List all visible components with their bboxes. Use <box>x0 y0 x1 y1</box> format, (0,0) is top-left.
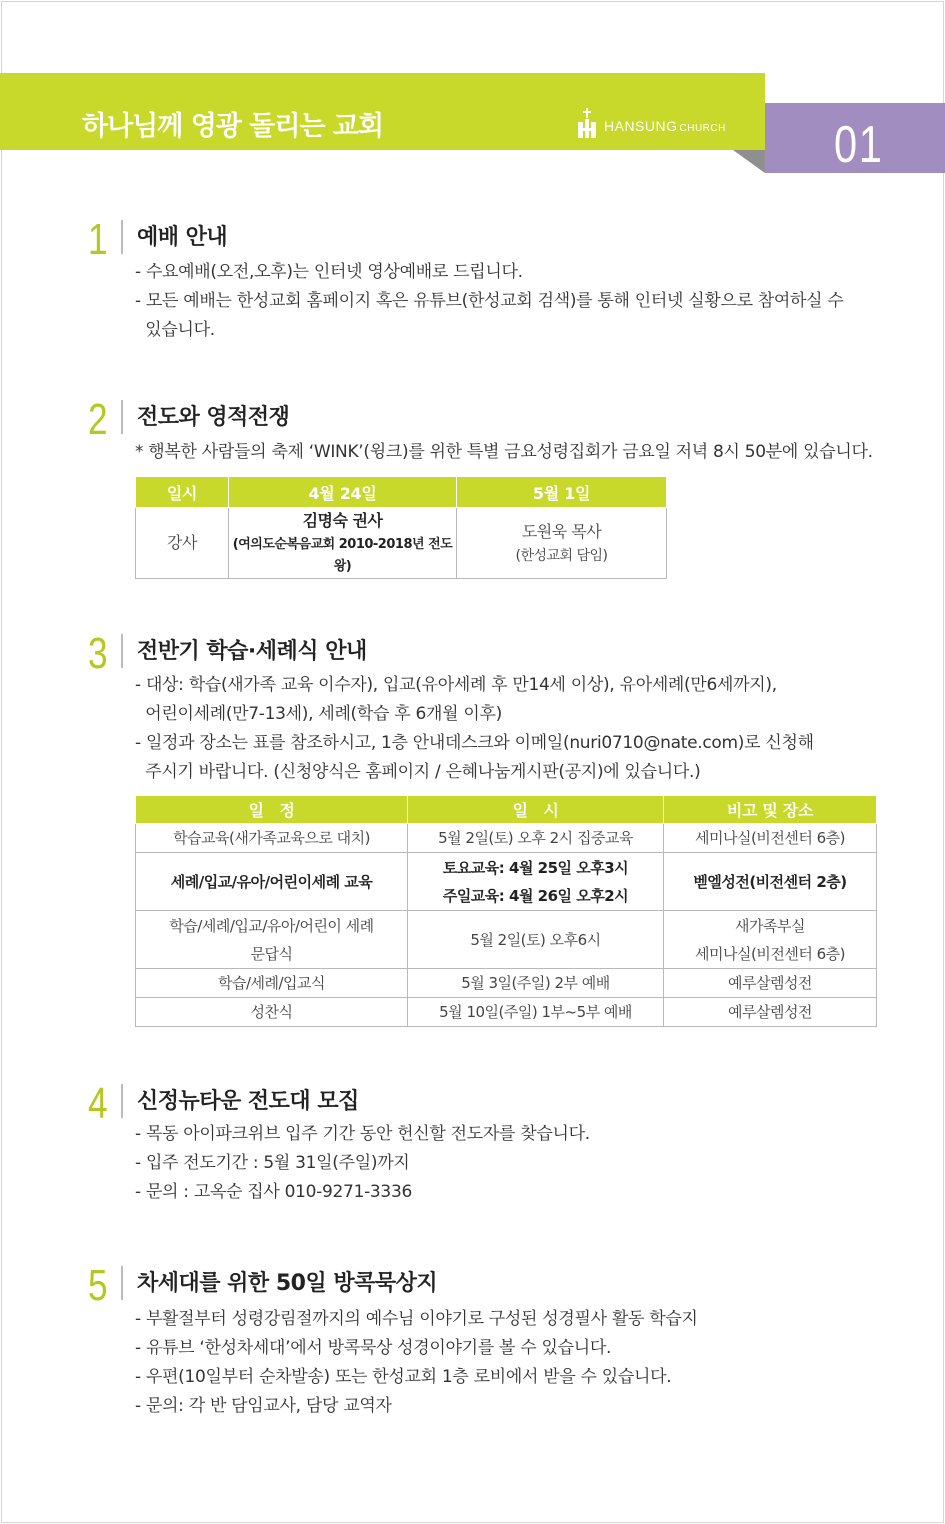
row-label: 강사 <box>136 508 229 579</box>
table-header: 일시 <box>136 477 229 508</box>
section-title: 전반기 학습·세례식 안내 <box>137 639 367 664</box>
speaker-name: 도원욱 목사 <box>521 522 602 541</box>
section-divider <box>121 1084 123 1118</box>
time-text: 주일교육: 4월 26일 오후2시 <box>442 886 629 905</box>
table-row <box>136 969 877 998</box>
table-header: 5월 1일 <box>457 477 667 508</box>
section-number: 4 <box>88 1079 108 1128</box>
event-cell: 학습/세례/입교식 <box>136 969 408 998</box>
speaker-name: 김명숙 권사 <box>302 511 383 530</box>
section-number: 3 <box>88 629 108 678</box>
event-cell: 성찬식 <box>136 998 408 1027</box>
section-title: 신정뉴타운 전도대 모집 <box>137 1089 359 1114</box>
section-divider <box>121 400 123 434</box>
section-line: - 목동 아이파크위브 입주 기간 동안 헌신할 전도자를 찾습니다. <box>135 1124 590 1144</box>
logo-sub: CHURCH <box>679 123 726 134</box>
time-cell: 5월 10일(주일) 1부~5부 예배 <box>408 998 664 1027</box>
section-number: 1 <box>88 215 108 264</box>
event-cell: 학습교육(새가족교육으로 대치) <box>136 824 408 853</box>
section-line: * 행복한 사람들의 축제 ‘WINK’(윙크)를 위한 특별 금요성령집회가 금요일 저녁 8시 50분에 있습니다. <box>135 442 873 462</box>
event-text: 학습/세례/입교/유아/어린이 세례 <box>169 916 374 935</box>
section-number: 5 <box>88 1261 108 1310</box>
church-logo <box>576 108 726 138</box>
logo-text <box>604 117 726 138</box>
time-cell: 5월 2일(토) 오후 2시 집중교육 <box>408 824 664 853</box>
schedule-table <box>135 795 877 1027</box>
place-text: 세미나실(비전센터 6층) <box>695 944 845 963</box>
event-text: 세례/입교/유아/어린이세례 교육 <box>170 872 373 891</box>
table-row <box>136 853 877 911</box>
speaker-detail: (여의도순복음교회 2010-2018년 전도왕) <box>232 537 453 574</box>
section-line: 주시기 바랍니다. (신청양식은 홈페이지 / 은혜나눔게시판(공지)에 있습니다.) <box>135 762 701 782</box>
section-line: - 입주 전도기간 : 5월 31일(주일)까지 <box>135 1153 410 1173</box>
section-line: - 수요예배(오전,오후)는 인터넷 영상예배로 드립니다. <box>135 262 523 282</box>
table-row <box>136 824 877 853</box>
logo-name: HANSUNG <box>604 118 678 134</box>
section-title: 예배 안내 <box>137 225 228 250</box>
place-cell <box>664 911 877 969</box>
section-number: 2 <box>88 395 108 444</box>
time-text: 토요교육: 4월 25일 오후3시 <box>442 858 629 877</box>
place-cell: 예루살렘성전 <box>664 969 877 998</box>
section-line: - 유튜브 ‘한성차세대’에서 방콕묵상 성경이야기를 볼 수 있습니다. <box>135 1338 612 1358</box>
time-cell: 5월 3일(주일) 2부 예배 <box>408 969 664 998</box>
time-cell <box>408 853 664 911</box>
event-cell <box>136 911 408 969</box>
section-line: 어린이세례(만7-13세), 세례(학습 후 6개월 이후) <box>135 704 502 724</box>
section-line: - 우편(10일부터 순차발송) 또는 한성교회 1층 로비에서 받을 수 있습니다. <box>135 1367 672 1387</box>
table-row <box>136 998 877 1027</box>
page-title: 하나님께 영광 돌리는 교회 <box>82 111 384 142</box>
section-line: - 일정과 장소는 표를 참조하시고, 1층 안내데스크와 이메일(nuri0710@nate.com)로 신청해 <box>135 733 814 753</box>
speaker-detail: (한성교회 담임) <box>515 548 608 564</box>
table-header: 일 정 <box>136 796 408 824</box>
section-divider <box>121 634 123 668</box>
place-cell: 세미나실(비전센터 6층) <box>664 824 877 853</box>
place-text: 새가족부실 <box>735 916 805 935</box>
section-line: - 부활절부터 성령강림절까지의 예수님 이야기로 구성된 성경필사 활동 학습지 <box>135 1309 698 1329</box>
table-header: 4월 24일 <box>229 477 457 508</box>
speaker-table <box>135 476 667 579</box>
table-header: 비고 및 장소 <box>664 796 877 824</box>
table-header: 일 시 <box>408 796 664 824</box>
church-logo-icon <box>576 108 598 138</box>
section-divider <box>121 220 123 254</box>
section-line: 있습니다. <box>135 320 215 340</box>
section-title: 차세대를 위한 50일 방콕묵상지 <box>137 1271 438 1296</box>
event-cell <box>136 853 408 911</box>
time-cell: 5월 2일(토) 오후6시 <box>408 911 664 969</box>
section-title: 전도와 영적전쟁 <box>137 405 290 430</box>
section-line: - 모든 예배는 한성교회 홈페이지 혹은 유튜브(한성교회 검색)를 통해 인터넷 실황으로 참여하실 수 <box>135 291 844 311</box>
speaker-cell <box>229 508 457 579</box>
place-cell <box>664 853 877 911</box>
section-line: - 대상: 학습(새가족 교육 이수자), 입교(유아세례 후 만14세 이상), 유아세례(만6세까지), <box>135 675 777 695</box>
place-cell: 예루살렘성전 <box>664 998 877 1027</box>
section-line: - 문의 : 고옥순 집사 010-9271-3336 <box>135 1182 412 1202</box>
speaker-cell <box>457 508 667 579</box>
table-row <box>136 911 877 969</box>
place-text: 벧엘성전(비전센터 2층) <box>693 872 847 891</box>
page-number: 01 <box>834 116 884 174</box>
event-text: 문답식 <box>250 944 293 963</box>
section-line: - 문의: 각 반 담임교사, 담당 교역자 <box>135 1396 392 1416</box>
section-divider <box>121 1266 123 1300</box>
tab-fold <box>733 150 765 173</box>
